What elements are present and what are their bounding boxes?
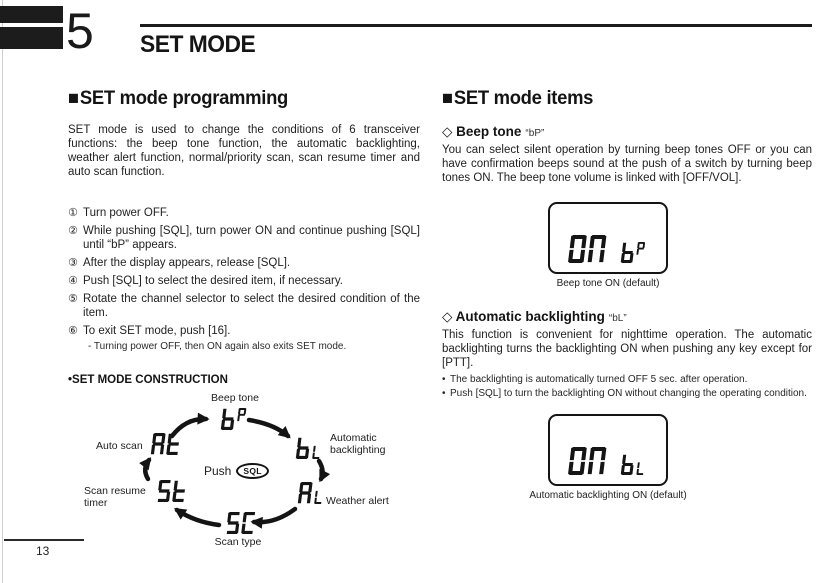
push-sql-group — [204, 463, 269, 479]
page-title: SET MODE — [140, 31, 256, 58]
section-square-icon: ■ — [442, 88, 453, 109]
intro-paragraph: SET mode is used to change the conditions of 6 transceiver functions: the beep tone function, the automatic backlighting, weather alert function, normal/priority scan, scan resume timer and auto scan function. — [68, 124, 420, 178]
node-label-beep-tone: Beep tone — [211, 392, 259, 404]
node-label-weather-alert: Weather alert — [326, 495, 389, 507]
step-number-icon: ③ — [68, 257, 78, 269]
item-heading-automatic-backlighting — [442, 309, 812, 325]
bullet-icon: • — [442, 388, 446, 399]
sql-button-badge: SQL — [236, 463, 268, 479]
step-text: After the display appears, release [SQL]. — [83, 257, 291, 269]
lcd-code-glyph-bp — [620, 242, 649, 263]
left-column — [68, 88, 420, 568]
step-number-icon: ① — [68, 207, 78, 219]
node-label-auto-scan: Auto scan — [96, 440, 143, 452]
section-heading-label: SET mode programming — [79, 88, 289, 109]
step-item — [68, 256, 420, 270]
lcd-on-glyph — [567, 235, 612, 263]
item-code: “bP” — [525, 128, 545, 139]
step-item — [68, 324, 420, 338]
step-text: Turn power OFF. — [83, 207, 169, 219]
footer-rule — [4, 539, 84, 541]
step-item — [68, 224, 420, 252]
step-text: Push [SQL] to select the desired item, if necessary. — [83, 275, 343, 287]
bullet-icon: • — [68, 374, 73, 386]
lcd-display-box-beep-tone — [548, 202, 668, 274]
lcd-caption-beep-tone — [548, 278, 668, 289]
step-item — [68, 274, 420, 288]
section-heading-items — [442, 88, 801, 110]
lcd-caption-text: Automatic backlighting ON (default) — [529, 490, 687, 501]
chapter-tab-bar-bottom — [0, 27, 63, 49]
step-text: To exit SET mode, push [16]. — [83, 325, 231, 337]
item-title: Beep tone — [456, 124, 522, 139]
arrow-backlight-to-weatheralert — [319, 461, 323, 479]
setup-steps — [68, 206, 420, 338]
right-column — [442, 88, 812, 501]
step-number-icon: ④ — [68, 275, 78, 287]
set-mode-diagram — [68, 392, 420, 568]
node-label-scan-type: Scan type — [214, 536, 262, 548]
lcd-caption-backlighting — [529, 490, 687, 501]
item-title: Automatic backlighting — [455, 309, 605, 324]
lcd-glyph-sc — [225, 512, 260, 534]
section-heading-label: SET mode items — [453, 88, 594, 109]
section-square-icon: ■ — [68, 88, 79, 109]
arrow-scanresume-to-autoscan — [145, 460, 149, 479]
lcd-display-box-backlighting — [548, 414, 668, 486]
arrow-weatheralert-to-scantype — [254, 509, 295, 522]
bullet-icon: • — [442, 374, 446, 385]
item-code: “bL” — [608, 313, 627, 324]
diagram-title — [68, 374, 420, 386]
chapter-number: 5 — [66, 3, 94, 59]
note-text: Push [SQL] to turn the backlighting ON without changing the operating condition. — [450, 388, 807, 399]
node-label-scan-resume-timer: Scan resume timer — [84, 485, 146, 509]
note-item — [442, 387, 812, 400]
step-note: - Turning power OFF, then ON again also exits SET mode. — [88, 341, 347, 352]
item-body-beep-tone: You can select silent operation by turning beep tones OFF or you can have confirmation beeps sound at the push of a switch by turning beep tones ON. The beep tone volume is linked with [OFF/VOL]. — [442, 144, 812, 184]
arrow-beeptone-to-backlight — [249, 420, 288, 436]
section-heading-programming — [68, 88, 409, 110]
step-number-icon: ⑥ — [68, 325, 78, 337]
push-label: Push — [204, 464, 232, 478]
lcd-glyph-bp — [220, 408, 250, 430]
step-number-icon: ⑤ — [68, 293, 78, 305]
step-text: Rotate the channel selector to select the desired condition of the item. — [83, 293, 420, 319]
item-heading-beep-tone — [442, 124, 812, 140]
step-item — [68, 292, 420, 320]
step-number-icon: ② — [68, 225, 78, 237]
lcd-glyph-bl — [295, 437, 325, 459]
diamond-icon: ◇ — [442, 124, 453, 139]
lcd-code-glyph-bl — [620, 454, 649, 475]
chapter-tab-bar-top — [0, 6, 63, 23]
scan-edge-line — [2, 0, 3, 583]
step-item — [68, 206, 420, 220]
lcd-glyph-al — [297, 482, 327, 504]
diamond-icon: ◇ — [442, 309, 453, 324]
lcd-glyph-at — [150, 433, 185, 455]
backlighting-notes — [442, 373, 812, 400]
step-text: While pushing [SQL], turn power ON and continue pushing [SQL] until “bP” appears. — [83, 225, 420, 251]
note-text: The backlighting is automatically turned OFF 5 sec. after operation. — [450, 374, 748, 385]
diagram-title-label: SET MODE CONSTRUCTION — [72, 374, 228, 386]
node-label-automatic-backlighting: Automatic backlighting — [330, 432, 386, 456]
arrow-scantype-to-scanresume — [177, 510, 219, 525]
lcd-glyph-st — [156, 480, 191, 502]
item-body-automatic-backlighting: This function is convenient for nighttime operation. The automatic backlighting turns the backlighting ON when pushing any key except for [PTT]. — [442, 329, 812, 369]
lcd-on-glyph — [567, 447, 612, 475]
note-item — [442, 373, 812, 386]
page-number: 13 — [36, 544, 50, 558]
header-rule — [140, 24, 812, 27]
lcd-caption-text: Beep tone ON (default) — [556, 278, 660, 289]
